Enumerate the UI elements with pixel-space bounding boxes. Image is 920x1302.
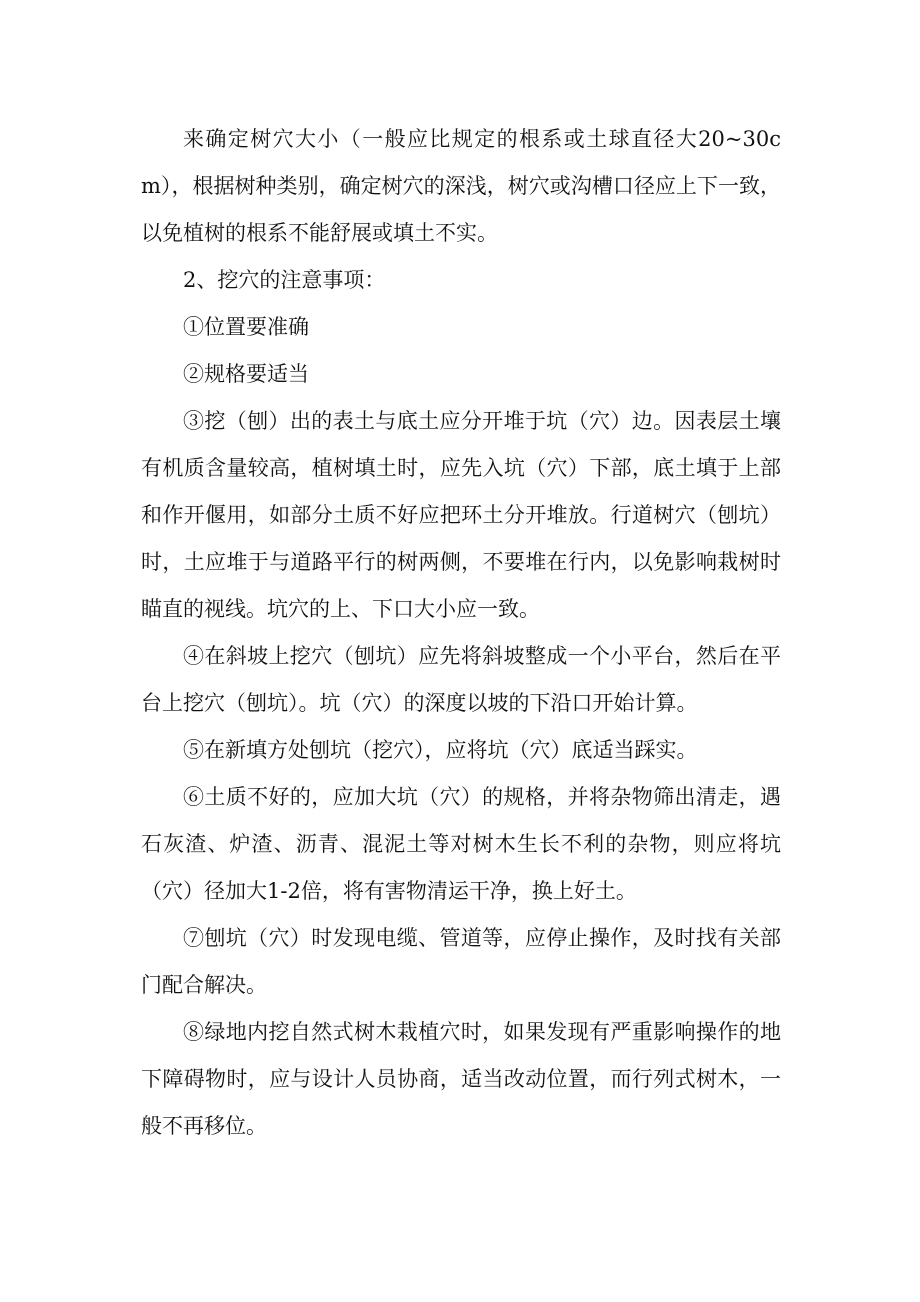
list-item-obstacles: ⑧绿地内挖自然式树木栽植穴时，如果发现有严重影响操作的地下障碍物时，应与设计人员协商，适当改动位置，而行列式树木，一般不再移位。 [141, 1020, 781, 1138]
list-item-poor-soil: ⑥土质不好的，应加大坑（穴）的规格，并将杂物筛出清走，遇石灰渣、炉渣、沥青、混泥土等对树木生长不利的杂物，则应将坑（穴）径加大1-2倍，将有害物清运干净，换上好土。 [141, 785, 781, 903]
list-item-cables-pipes: ⑦刨坑（穴）时发现电缆、管道等，应停止操作，及时找有关部门配合解决。 [141, 926, 781, 997]
list-item-specification: ②规格要适当 [183, 362, 309, 386]
list-item-topsoil-subsoil: ③挖（刨）出的表土与底土应分开堆于坑（穴）边。因表层土壤有机质含量较高，植树填土时，应先入坑（穴）下部，底土填于上部和作开偃用，如部分土质不好应把环土分开堆放。行道树穴（刨坑）时，土应堆于与道路平行的树两侧，不要堆在行内，以免影响栽树时瞄直的视线。坑穴的上、下口大小应一致。 [141, 409, 781, 621]
document-body [141, 116, 781, 1150]
list-item-fill-area: ⑤在新填方处刨坑（挖穴），应将坑（穴）底适当踩实。 [183, 738, 698, 762]
paragraph-tree-pit-size: 来确定树穴大小（一般应比规定的根系或土球直径大20~30cm），根据树种类别，确定树穴的深浅，树穴或沟槽口径应上下一致，以免植树的根系不能舒展或填土不实。 [141, 127, 781, 245]
list-item-position: ①位置要准确 [183, 315, 309, 339]
section-heading-digging-notes: 2、挖穴的注意事项： [183, 268, 386, 292]
list-item-slope: ④在斜坡上挖穴（刨坑）应先将斜坡整成一个小平台，然后在平台上挖穴（刨坑）。坑（穴）的深度以坡的下沿口开始计算。 [141, 644, 781, 715]
